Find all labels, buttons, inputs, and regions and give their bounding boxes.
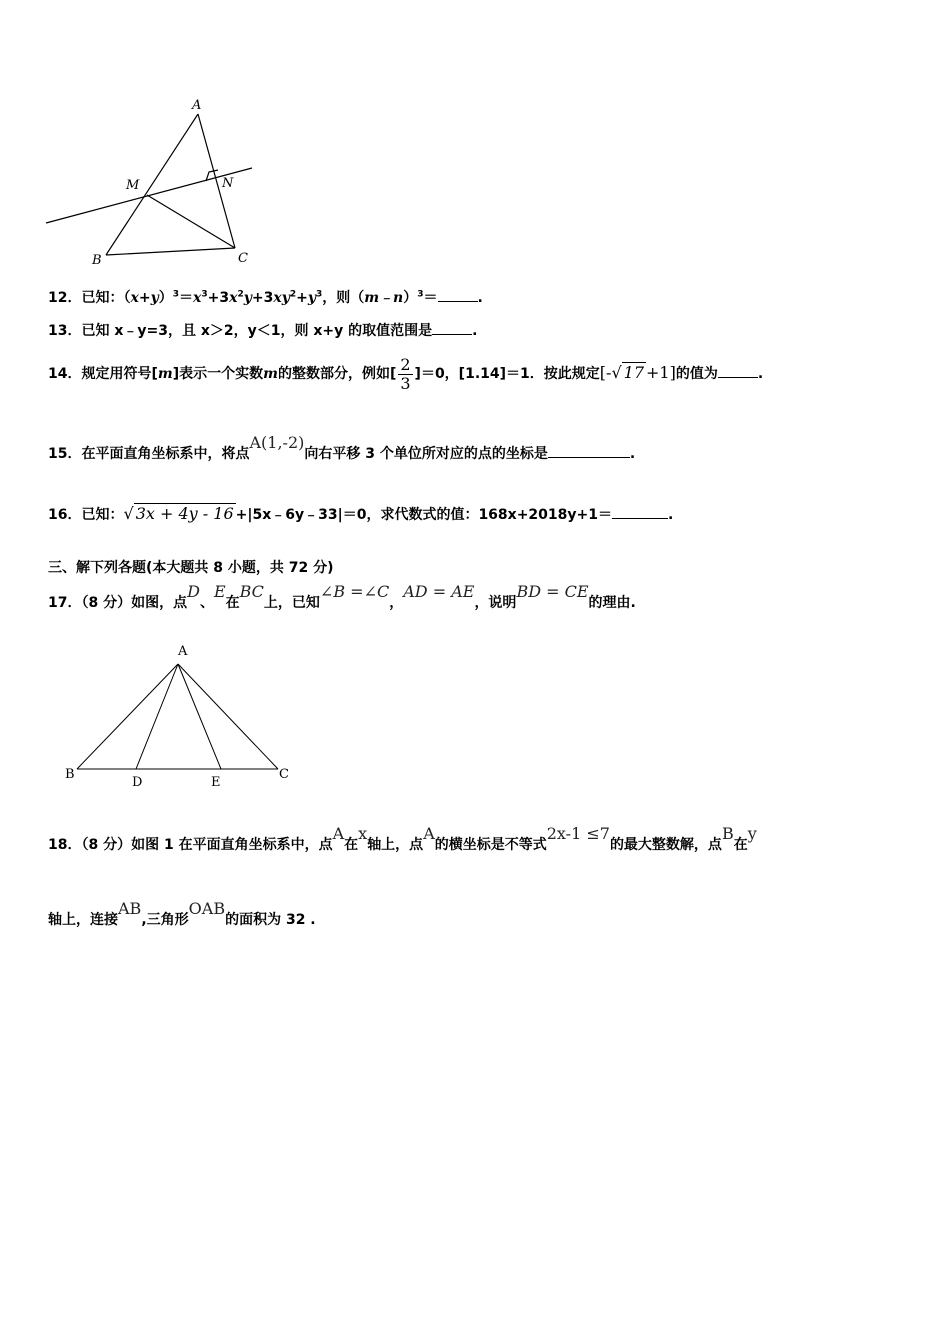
question-14: 14．规定用符号[m]表示一个实数m的整数部分，例如[ $\frac{2}{3}$ ]＝0，[1.14]＝1．按此规定[-√ 17 +1]的值为 . [48,355,764,393]
answer-blank-16[interactable] [612,506,668,519]
question-13: 13．已知 x﹣y=3，且 x＞2，y＜1，则 x+y 的取值范围是 . [48,323,478,339]
question-12: 12．已知：$(x+y)^3=x^3+3x^2y+3xy^2+y^3$，则（m﹣n）$^3$＝ . [48,289,483,306]
fig1-label-c: C [238,251,248,266]
fraction-two-thirds: $\frac{2}{3}$ [400,355,411,393]
question-16: 16．已知：√ 3x + 4y - 16 +|5x﹣6y﹣33|＝0，求代数式的值：168x+2018y+1＝ . [48,504,674,523]
section-3-heading: 三、解下列各题(本大题共 8 小题，共 72 分) [48,560,334,576]
fig2-label-e: E [211,775,221,790]
fig2-label-c: C [279,767,289,782]
fig2-label-a: A [178,644,188,659]
radical-expression: √ 3x + 4y - 16 [123,504,234,523]
expression-sqrt17: [-√ 17 +1] [599,363,676,383]
question-18: 18．（8 分）如图 1 在平面直角坐标系中，点A在x轴上，点A的横坐标是不等式2x-1 ≤7的最大整数解，点B在y [48,824,757,853]
question-15: 15．在平面直角坐标系中，将点A(1,-2)向右平移 3 个单位所对应的点的坐标是 . [48,433,636,462]
inequality: 2x-1 ≤7 [546,824,610,843]
question-18-line2: 轴上，连接AB,三角形OAB的面积为 32 . [48,899,316,928]
point-a-coord: A(1,-2) [249,433,305,452]
fig1-label-b: B [92,253,102,268]
question-17: 17．（8 分）如图，点D、E在BC上，已知∠B =∠C，AD = AE，说明BD = CE的理由. [48,582,636,611]
fig1-label-n: N [222,176,234,191]
fig2-label-b: B [65,767,75,782]
answer-blank-13[interactable] [432,322,472,335]
fig1-label-m: M [126,178,140,193]
answer-blank-15[interactable] [548,445,630,458]
fig1-label-a: A [192,98,202,113]
figure-triangle-mn [40,92,260,272]
answer-blank-12[interactable] [438,289,478,302]
figure-triangle-de [60,640,300,790]
fig2-label-d: D [132,775,143,790]
answer-blank-14[interactable] [718,365,758,378]
